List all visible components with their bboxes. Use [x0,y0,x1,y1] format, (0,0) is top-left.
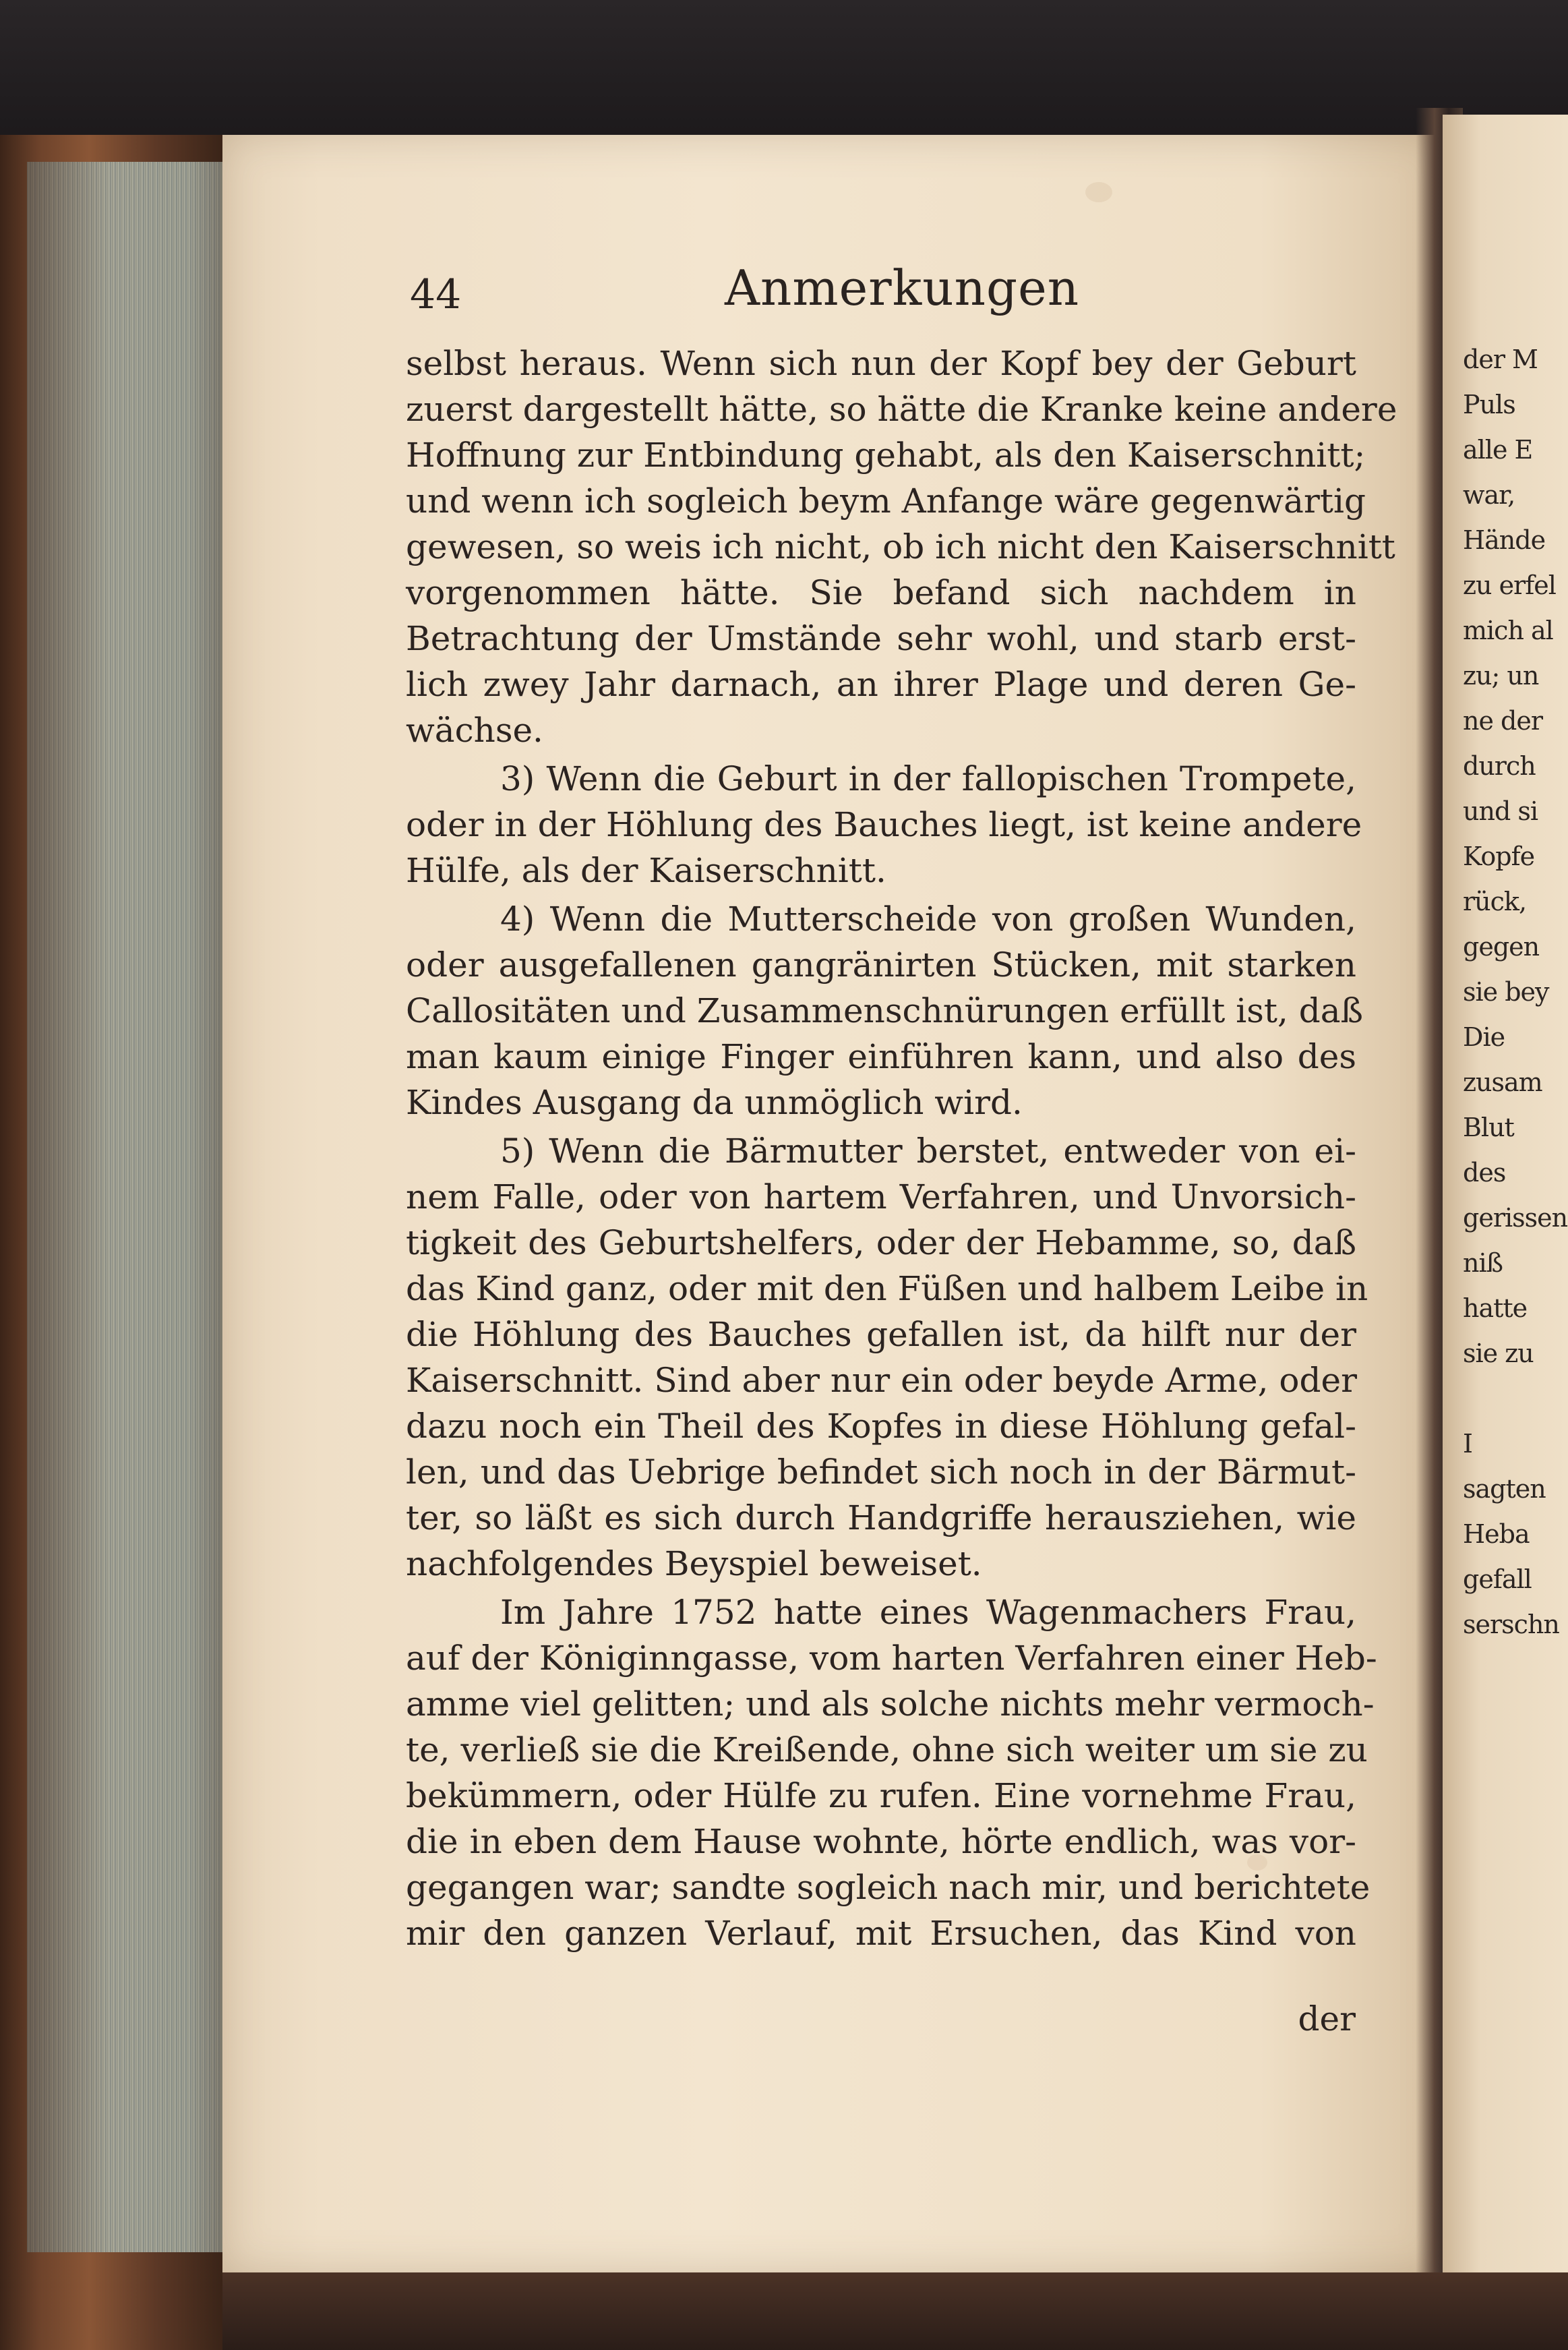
text-line: Callositäten und Zusammenschnürungen erfüllt ist, daß [406,991,1363,1030]
text-line: mir den ganzen Verlauf, mit Ersuchen, das Kind von [406,1914,1356,1953]
text-line: zuerst dargestellt hätte, so hätte die Kranke keine andere [406,390,1397,429]
text-line: das Kind ganz, oder mit den Füßen und halbem Leibe in [406,1269,1368,1308]
text-line: Im Jahre 1752 hatte eines Wagenmachers Frau, [500,1593,1356,1632]
text-line: nachfolgendes Beyspiel beweiset. [406,1544,982,1583]
text-line: selbst heraus. Wenn sich nun der Kopf bey der Geburt [406,344,1356,383]
paper-stain [1085,182,1112,202]
text-line: tigkeit des Geburtshelfers, oder der Hebamme, so, daß [406,1223,1356,1262]
text-line: Hoffnung zur Entbindung gehabt, als den Kaiserschnitt; [406,436,1366,475]
text-line: gewesen, so weis ich nicht, ob ich nicht den Kaiserschnitt [406,527,1395,566]
text-line: Kindes Ausgang da unmöglich wird. [406,1083,1023,1122]
text-line: oder in der Höhlung des Bauches liegt, ist keine andere [406,805,1362,844]
catchword: der [1298,1999,1356,2038]
body-text [406,341,1397,1956]
text-line: die Höhlung des Bauches gefallen ist, da hilft nur der [406,1315,1356,1354]
text-line: man kaum einige Finger einführen kann, und also des [406,1037,1356,1076]
text-line: oder ausgefallenen gangränirten Stücken, mit starken [406,945,1356,985]
text-line: len, und das Uebrige befindet sich noch in der Bärmut- [406,1452,1356,1492]
text-line: dazu noch ein Theil des Kopfes in diese Höhlung gefal- [406,1407,1356,1446]
running-head: Anmerkungen [725,260,1080,316]
text-line: und wenn ich sogleich beym Anfange wäre gegenwärtig [406,481,1366,521]
text-line: Betrachtung der Umstände sehr wohl, und starb erst- [406,619,1356,658]
text-line: bekümmern, oder Hülfe zu rufen. Eine vornehme Frau, [406,1776,1356,1815]
text-line: 5) Wenn die Bärmutter berstet, entweder von ei- [500,1132,1356,1171]
text-line: Kaiserschnitt. Sind aber nur ein oder beyde Arme, oder [406,1361,1357,1400]
text-line: 4) Wenn die Mutterscheide von großen Wunden, [500,900,1356,939]
book-cover-bottom [222,2272,1568,2350]
text-line: lich zwey Jahr darnach, an ihrer Plage und deren Ge- [406,665,1356,704]
text-line: nem Falle, oder von hartem Verfahren, und Unvorsich- [406,1177,1356,1216]
text-line: die in eben dem Hause wohnte, hörte endlich, was vor- [406,1822,1356,1861]
facing-page-text: der M Puls alle E war, Hände zu erfel mich al zu; un ne der durch und si Kopfe rück, gegen sie bey Die zusam Blut des gerissen niß hatte sie zu I sagten Heba gefall serschn [1463,345,1568,1639]
text-line: wächse. [406,711,543,750]
text-line: 3) Wenn die Geburt in der fallopischen Trompete, [500,759,1356,798]
background-top [0,0,1568,135]
page-number: 44 [410,271,462,318]
facing-page [1443,115,1568,2272]
text-line: auf der Königinngasse, vom harten Verfahren einer Heb- [406,1639,1377,1678]
text-line: gegangen war; sandte sogleich nach mir, und berichtete [406,1868,1370,1907]
text-line: vorgenommen hätte. Sie befand sich nachdem in [406,573,1356,612]
text-line: ter, so läßt es sich durch Handgriffe herausziehen, wie [406,1498,1356,1537]
text-line: amme viel gelitten; und als solche nichts mehr vermoch- [406,1684,1375,1724]
text-line: te, verließ sie die Kreißende, ohne sich weiter um sie zu [406,1730,1368,1769]
page-edges [27,162,229,2252]
text-line: Hülfe, als der Kaiserschnitt. [406,851,886,890]
